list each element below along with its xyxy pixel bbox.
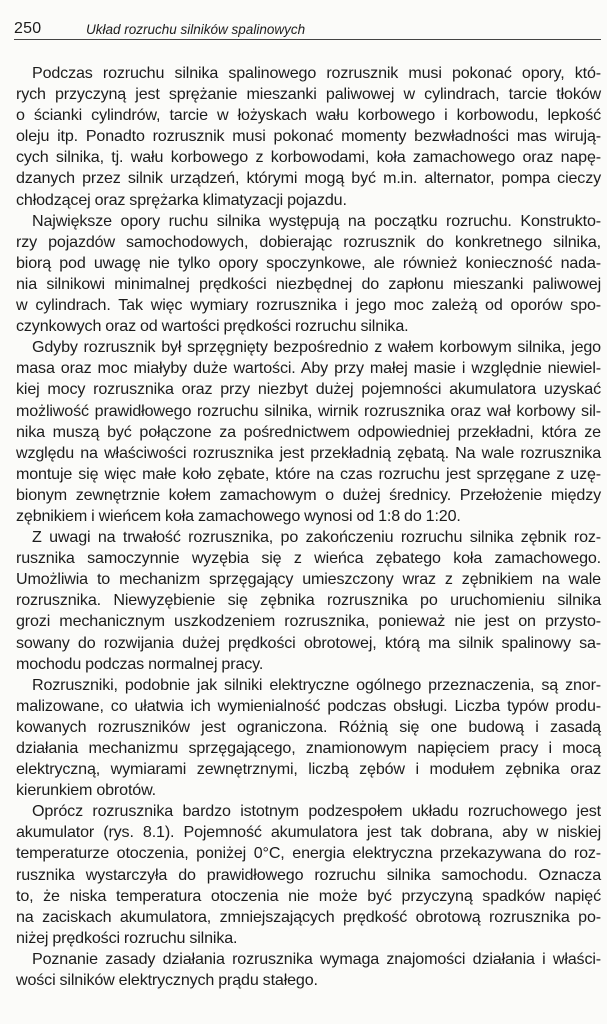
text-line: na zaciskach akumulatora, zmniejszających prędkość obrotową rozrusznika po- bbox=[16, 907, 601, 926]
text-line: rozrusznika. Niewyzębienie się zębnika rozrusznika po uruchomieniu silnika bbox=[16, 591, 601, 610]
text-line: rusznika samoczynnie wyzębia się z wieńca zębatego koła zamachowego. bbox=[16, 549, 601, 568]
text-line: w cylindrach. Tak więc wymiary rozrusznika i jego moc zależą od oporów spo- bbox=[16, 296, 601, 315]
text-line: nia silnikowi minimalnej prędkości niezbędnej do zapłonu mieszanki paliwowej bbox=[16, 274, 601, 293]
text-line: czynkowych oraz od wartości prędkości rozruchu silnika. bbox=[16, 317, 409, 336]
text-line: niżej prędkości rozruchu silnika. bbox=[16, 928, 238, 947]
paragraph bbox=[16, 63, 601, 211]
text-line: elektryczną, wymiarami zewnętrznymi, liczbą zębów i modułem zębnika oraz bbox=[16, 760, 601, 779]
text-line: cych silnika, tj. wału korbowego z korbowodami, koła zamachowego oraz napę- bbox=[16, 148, 601, 167]
text-line: to, że niska temperatura otoczenia nie może być przyczyną spadków napięć bbox=[16, 886, 601, 905]
text-line: bionym zewnętrznie kołem zamachowym o dużej średnicy. Przełożenie między bbox=[16, 485, 601, 504]
paragraph bbox=[16, 211, 601, 338]
text-line: działania mechanizmu sprzęgającego, znamionowym napięciem pracy i mocą bbox=[16, 739, 601, 757]
text-line: temperaturze otoczenia, poniżej 0°C, energia elektryczna przekazywana do roz- bbox=[16, 844, 601, 863]
text-line: Rozruszniki, podobnie jak silniki elektryczne ogólnego przeznaczenia, są znor- bbox=[32, 675, 601, 694]
header-rule bbox=[14, 39, 601, 40]
text-line: chłodzącej oraz sprężarka klimatyzacji pojazdu. bbox=[16, 190, 347, 209]
text-line: masa oraz moc miałyby duże wartości. Aby przy małej masie i względnie niewiel- bbox=[16, 359, 601, 378]
text-line: zębnikiem i wieńcem koła zamachowego wynosi od 1:8 do 1:20. bbox=[16, 506, 461, 525]
paragraph bbox=[16, 675, 601, 802]
text-line: Gdyby rozrusznik był sprzęgnięty bezpośrednio z wałem korbowym silnika, jego bbox=[32, 338, 601, 357]
text-line: sowany do rozwijania dużej prędkości obrotowej, którą ma silnik spalinowy sa- bbox=[16, 633, 601, 652]
text-line: Podczas rozruchu silnika spalinowego rozrusznik musi pokonać opory, któ- bbox=[32, 64, 601, 82]
text-line: Z uwagi na trwałość rozrusznika, po zakończeniu rozruchu silnika zębnik roz- bbox=[32, 528, 601, 547]
text-line: montuje się więc małe koło zębate, które na czas rozruchu jest sprzęgane z uzę- bbox=[16, 464, 601, 483]
text-line: kierunkiem obrotów. bbox=[16, 781, 156, 800]
text-line: Największe opory ruchu silnika występują na początku rozruchu. Konstrukto- bbox=[32, 211, 601, 230]
text-line: akumulator (rys. 8.1). Pojemność akumulatora jest tak dobrana, aby w niskiej bbox=[16, 823, 601, 842]
text-line: mochodu podczas normalnej pracy. bbox=[16, 654, 264, 673]
text-line: grozi mechanicznym uszkodzeniem rozrusznika, ponieważ nie jest on przysto- bbox=[16, 612, 601, 631]
text-line: Poznanie zasady działania rozrusznika wymaga znajomości działania i właści- bbox=[32, 949, 601, 968]
text-line: biorą pod uwagę nie tylko opory spoczynkowe, ale również konieczność nada- bbox=[16, 253, 601, 272]
text-line: kowanych rozruszników jest ograniczona. Różnią się one budową i zasadą bbox=[16, 717, 601, 736]
page-number: 250 bbox=[14, 20, 42, 37]
text-line: rusznika wystarczyła do prawidłowego rozruchu silnika samochodu. Oznacza bbox=[16, 865, 601, 884]
text-line: wości silników elektrycznych prądu stałego. bbox=[16, 971, 318, 990]
text-line: względu na właściwości rozrusznika jest przekładnią zębatą. Na wale rozrusznika bbox=[16, 443, 601, 462]
text-line: o ścianki cylindrów, tarcie w łożyskach wału korbowego i korbowodu, lepkość bbox=[16, 106, 601, 125]
text-line: nika muszą być połączone za pośrednictwem odpowiedniej przekładni, która ze bbox=[16, 422, 601, 441]
text-line: malizowane, co ułatwia ich wymienialność podczas obsługi. Liczba typów produ- bbox=[16, 696, 601, 715]
text-line: oleju itp. Ponadto rozrusznik musi pokonać momenty bezwładności mas wirują- bbox=[16, 127, 601, 146]
body-text bbox=[16, 63, 601, 991]
text-line: Umożliwia to mechanizm sprzęgający umieszczony wraz z zębnikiem na wale bbox=[16, 570, 601, 589]
text-line: rzy pojazdów samochodowych, dobierając rozrusznik do konkretnego silnika, bbox=[16, 232, 601, 251]
text-line: dzanych przez silnik urządzeń, którymi mogą być m.in. alternator, pompa cieczy bbox=[16, 169, 601, 188]
paragraph bbox=[16, 949, 601, 991]
text-line: Oprócz rozrusznika bardzo istotnym podzespołem układu rozruchowego jest bbox=[32, 802, 601, 821]
running-title: Układ rozruchu silników spalinowych bbox=[86, 22, 306, 37]
text-line: możliwość prawidłowego rozruchu silnika, wirnik rozrusznika oraz wał korbowy sil- bbox=[16, 401, 601, 420]
paragraph bbox=[16, 801, 601, 949]
text-line: kiej mocy rozrusznika oraz przy niezbyt dużej pojemności akumulatora uzyskać bbox=[16, 380, 601, 399]
paragraph bbox=[16, 337, 601, 527]
paragraph bbox=[16, 527, 601, 675]
text-line: rych przyczyną jest sprężanie mieszanki paliwowej w cylindrach, tarcie tłoków bbox=[16, 85, 601, 104]
